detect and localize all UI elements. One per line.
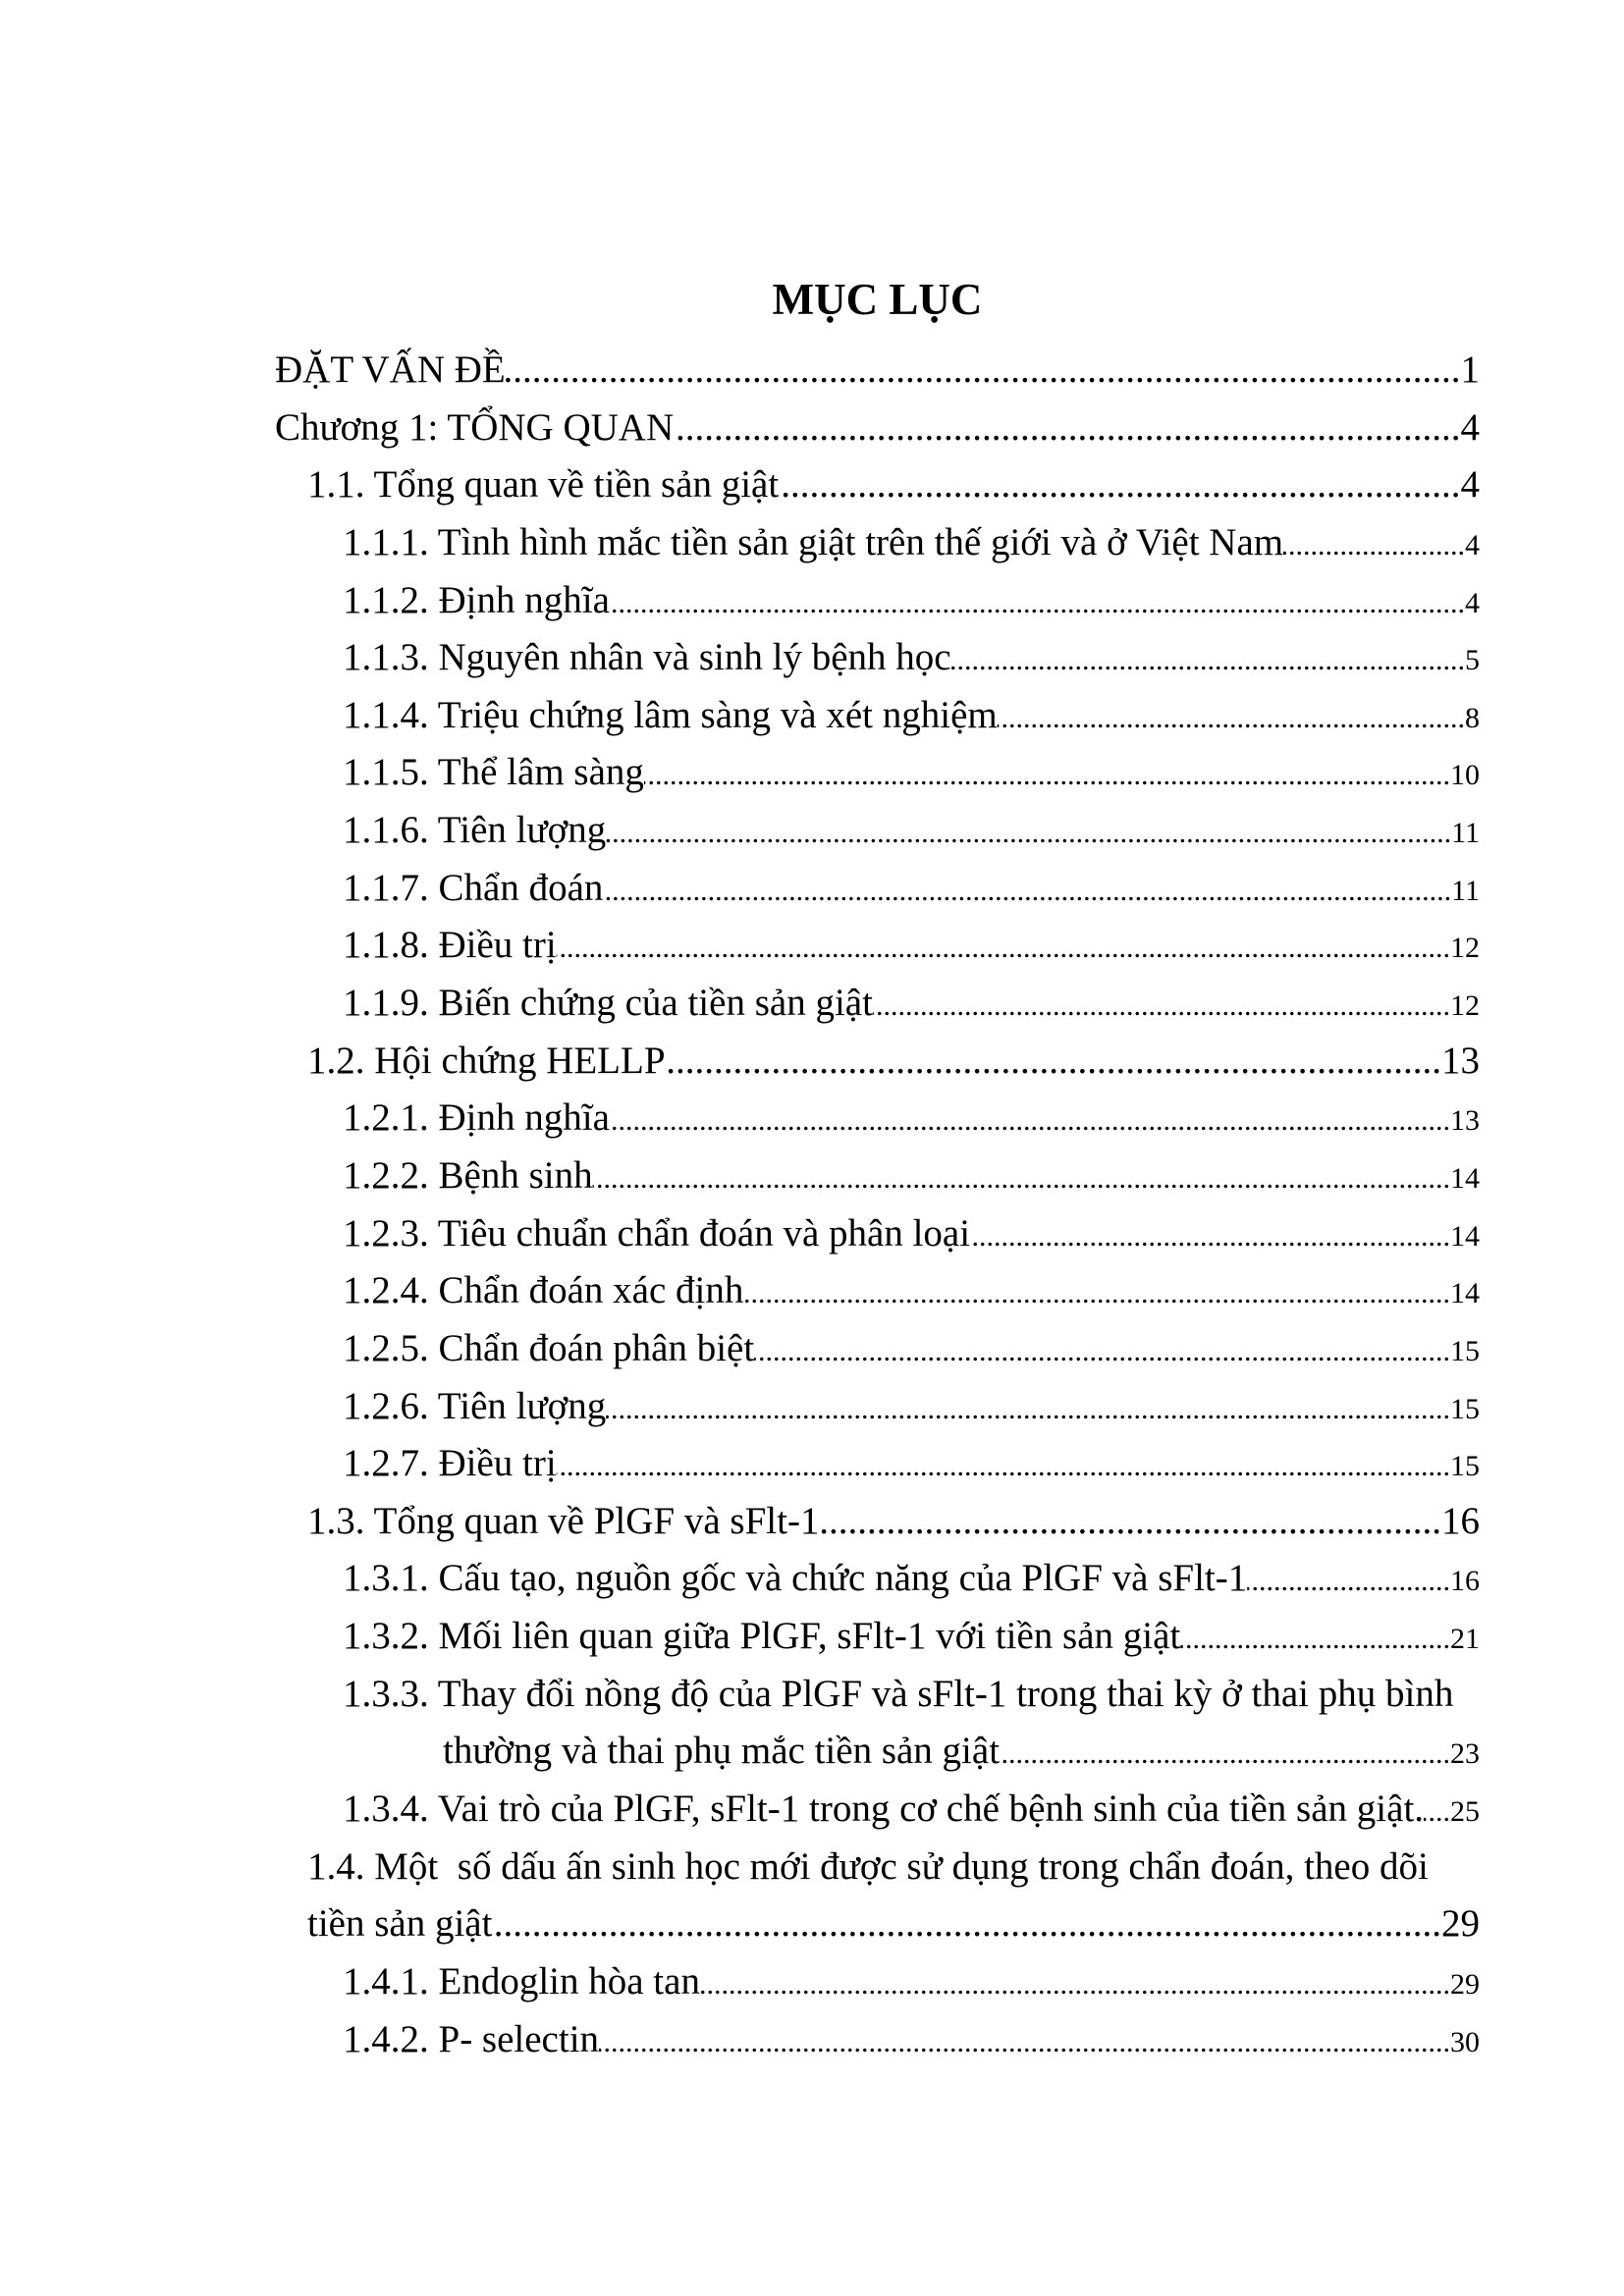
toc-leader-dots xyxy=(1247,1553,1450,1611)
toc-entry-page: 4 xyxy=(1460,463,1480,507)
toc-leader-dots xyxy=(610,575,1465,633)
toc-entry-page: 30 xyxy=(1450,2025,1480,2058)
toc-entry-title: 1.2.7. Điều trị xyxy=(343,1442,557,1485)
toc-entry-1-3 xyxy=(275,1493,1480,1551)
toc-entry-1-1-8 xyxy=(275,917,1480,975)
toc-leader-dots xyxy=(599,2014,1450,2072)
toc-entry-1-1-6 xyxy=(275,802,1480,860)
toc-entry-1-4-1 xyxy=(275,1953,1480,2011)
toc-leader-dots xyxy=(666,1033,1441,1091)
toc-entry-title: Chương 1: TỔNG QUAN xyxy=(275,405,675,449)
toc-entry-1-4 xyxy=(275,1839,1480,1953)
toc-entry-page: 12 xyxy=(1450,989,1480,1023)
toc-entry-title: 1.3.1. Cấu tạo, nguồn gốc và chức năng của PlGF và sFlt-1 xyxy=(343,1557,1248,1600)
toc-entry-page: 4 xyxy=(1460,405,1480,449)
toc-entry-page: 12 xyxy=(1450,932,1480,965)
toc-entry-page: 4 xyxy=(1465,528,1480,561)
toc-entry-1-3-3 xyxy=(275,1666,1480,1781)
toc-entry-title: 1.1.1. Tình hình mắc tiền sản giật trên thế giới và ở Việt Nam xyxy=(343,520,1284,563)
toc-leader-dots xyxy=(1283,517,1465,575)
toc-entry-1-1 xyxy=(275,456,1480,514)
toc-entry-page: 16 xyxy=(1450,1565,1480,1598)
toc-entry-chuong-1 xyxy=(275,400,1480,457)
toc-entry-1-1-4 xyxy=(275,687,1480,745)
toc-entry-1-3-2 xyxy=(275,1608,1480,1666)
toc-entry-1-4-2 xyxy=(275,2011,1480,2069)
toc-entry-title-continuation: tiền sản giật xyxy=(307,1902,493,1946)
toc-entry-1-2-2 xyxy=(275,1148,1480,1205)
toc-entry-title: 1.4.1. Endoglin hòa tan xyxy=(343,1959,700,2002)
toc-entry-page: 25 xyxy=(1450,1795,1480,1829)
toc-entry-page: 5 xyxy=(1465,644,1480,677)
toc-entry-title: 1.1.5. Thể lâm sàng xyxy=(343,751,644,794)
toc-entry-page: 14 xyxy=(1450,1277,1480,1310)
toc-leader-dots xyxy=(674,400,1460,457)
toc-entry-page: 13 xyxy=(1441,1039,1480,1082)
toc-entry-1-2-1 xyxy=(275,1090,1480,1148)
toc-entry-1-1-9 xyxy=(275,975,1480,1033)
toc-entry-line xyxy=(275,1723,1480,1781)
toc-entry-title: 1.4.2. P- selectin xyxy=(343,2017,600,2060)
toc-entry-line xyxy=(275,1666,1480,1724)
toc-entry-title: 1.1.7. Chẩn đoán xyxy=(343,866,604,909)
toc-leader-dots xyxy=(557,920,1450,978)
toc-entry-title: 1.1.3. Nguyên nhân và sinh lý bệnh học xyxy=(343,636,951,679)
toc-entry-title: 1.3.3. Thay đổi nồng độ của PlGF và sFlt-1 trong thai kỳ ở thai phụ bình xyxy=(343,1672,1454,1715)
toc-leader-dots xyxy=(557,1438,1450,1496)
page-title: MỤC LỤC xyxy=(772,275,983,324)
toc-entry-page: 15 xyxy=(1450,1334,1480,1367)
toc-entry-line xyxy=(275,1839,1480,1896)
toc-entry-title: 1.2.4. Chẩn đoán xác định xyxy=(343,1269,744,1312)
toc-entry-page: 4 xyxy=(1465,586,1480,619)
toc-entry-title: 1.2.6. Tiên lượng xyxy=(343,1384,607,1427)
toc-entry-page: 13 xyxy=(1450,1104,1480,1138)
toc-entry-1-1-7 xyxy=(275,860,1480,918)
toc-leader-dots xyxy=(603,863,1451,921)
toc-entry-1-2-4 xyxy=(275,1262,1480,1320)
toc-entry-line xyxy=(275,1896,1480,1953)
toc-entry-title: 1.2.2. Bệnh sinh xyxy=(343,1153,593,1197)
toc-entry-page: 10 xyxy=(1450,759,1480,792)
toc-leader-dots xyxy=(506,342,1461,400)
toc-entry-1-1-3 xyxy=(275,629,1480,687)
toc-leader-dots xyxy=(779,456,1460,514)
toc-entry-title: 1.2.1. Định nghĩa xyxy=(343,1096,610,1140)
toc-leader-dots xyxy=(970,1208,1450,1266)
toc-leader-dots xyxy=(1424,1784,1450,1842)
toc-entry-page: 29 xyxy=(1450,1967,1480,2001)
toc-entry-title: 1.1.4. Triệu chứng lâm sàng và xét nghiệm xyxy=(343,693,998,736)
toc-leader-dots xyxy=(606,805,1451,863)
toc-leader-dots xyxy=(754,1323,1450,1381)
toc-entry-title: 1.1.2. Định nghĩa xyxy=(343,578,610,621)
toc-entry-page: 23 xyxy=(1450,1737,1480,1771)
toc-entry-1-3-4 xyxy=(275,1781,1480,1839)
toc-entry-page: 14 xyxy=(1450,1161,1480,1195)
toc-entry-title: 1.3.4. Vai trò của PlGF, sFlt-1 trong cơ chế bệnh sinh của tiền sản giật. xyxy=(343,1788,1425,1831)
toc-leader-dots xyxy=(1180,1611,1450,1669)
toc-leader-dots xyxy=(819,1493,1441,1551)
toc-entry-page: 15 xyxy=(1450,1392,1480,1425)
toc-entry-title: 1.3. Tổng quan về PlGF và sFlt-1 xyxy=(307,1499,820,1542)
toc-entry-page: 11 xyxy=(1451,874,1480,907)
toc-entry-page: 29 xyxy=(1441,1902,1480,1946)
table-of-contents xyxy=(275,342,1480,2068)
toc-entry-title: 1.1.8. Điều trị xyxy=(343,924,557,967)
toc-entry-page: 21 xyxy=(1450,1623,1480,1656)
toc-entry-title: ĐẶT VẤN ĐỀ xyxy=(275,348,506,391)
toc-entry-title: 1.2.3. Tiêu chuẩn chẩn đoán và phân loại xyxy=(343,1211,971,1255)
toc-entry-1-1-5 xyxy=(275,744,1480,802)
toc-entry-title: 1.1. Tổng quan về tiền sản giật xyxy=(307,463,780,507)
toc-entry-title-continuation: thường và thai phụ mắc tiền sản giật xyxy=(443,1730,1001,1773)
toc-leader-dots xyxy=(951,632,1465,690)
toc-entry-title: 1.1.6. Tiên lượng xyxy=(343,809,607,852)
toc-entry-page: 8 xyxy=(1465,701,1480,734)
toc-entry-1-1-2 xyxy=(275,572,1480,630)
toc-entry-title: 1.2. Hội chứng HELLP xyxy=(307,1039,666,1082)
toc-entry-page: 11 xyxy=(1451,817,1480,850)
toc-leader-dots xyxy=(873,978,1450,1036)
toc-entry-dat-van-de xyxy=(275,342,1480,400)
toc-entry-1-2-7 xyxy=(275,1435,1480,1493)
toc-entry-1-2 xyxy=(275,1033,1480,1091)
toc-entry-title: 1.4. Một số dấu ấn sinh học mới được sử dụng trong chẩn đoán, theo dõi xyxy=(307,1844,1429,1888)
toc-leader-dots xyxy=(700,1956,1450,2014)
toc-entry-1-1-1 xyxy=(275,514,1480,572)
toc-leader-dots xyxy=(606,1381,1450,1439)
toc-leader-dots xyxy=(998,690,1465,748)
toc-entry-title: 1.1.9. Biến chứng của tiền sản giật xyxy=(343,982,873,1025)
toc-entry-1-2-5 xyxy=(275,1320,1480,1378)
toc-entry-1-3-1 xyxy=(275,1550,1480,1608)
toc-leader-dots xyxy=(743,1265,1450,1323)
toc-leader-dots xyxy=(593,1150,1450,1208)
toc-entry-page: 14 xyxy=(1450,1219,1480,1253)
toc-leader-dots xyxy=(1000,1726,1450,1784)
toc-entry-title: 1.3.2. Mối liên quan giữa PlGF, sFlt-1 với tiền sản giật xyxy=(343,1615,1181,1658)
toc-leader-dots xyxy=(492,1896,1441,1953)
toc-entry-page: 16 xyxy=(1441,1499,1480,1542)
toc-entry-page: 1 xyxy=(1460,348,1480,391)
toc-entry-page: 15 xyxy=(1450,1450,1480,1483)
toc-leader-dots xyxy=(644,747,1450,805)
toc-leader-dots xyxy=(610,1093,1450,1150)
toc-entry-title: 1.2.5. Chẩn đoán phân biệt xyxy=(343,1326,755,1369)
toc-entry-1-2-3 xyxy=(275,1205,1480,1263)
toc-entry-1-2-6 xyxy=(275,1378,1480,1436)
